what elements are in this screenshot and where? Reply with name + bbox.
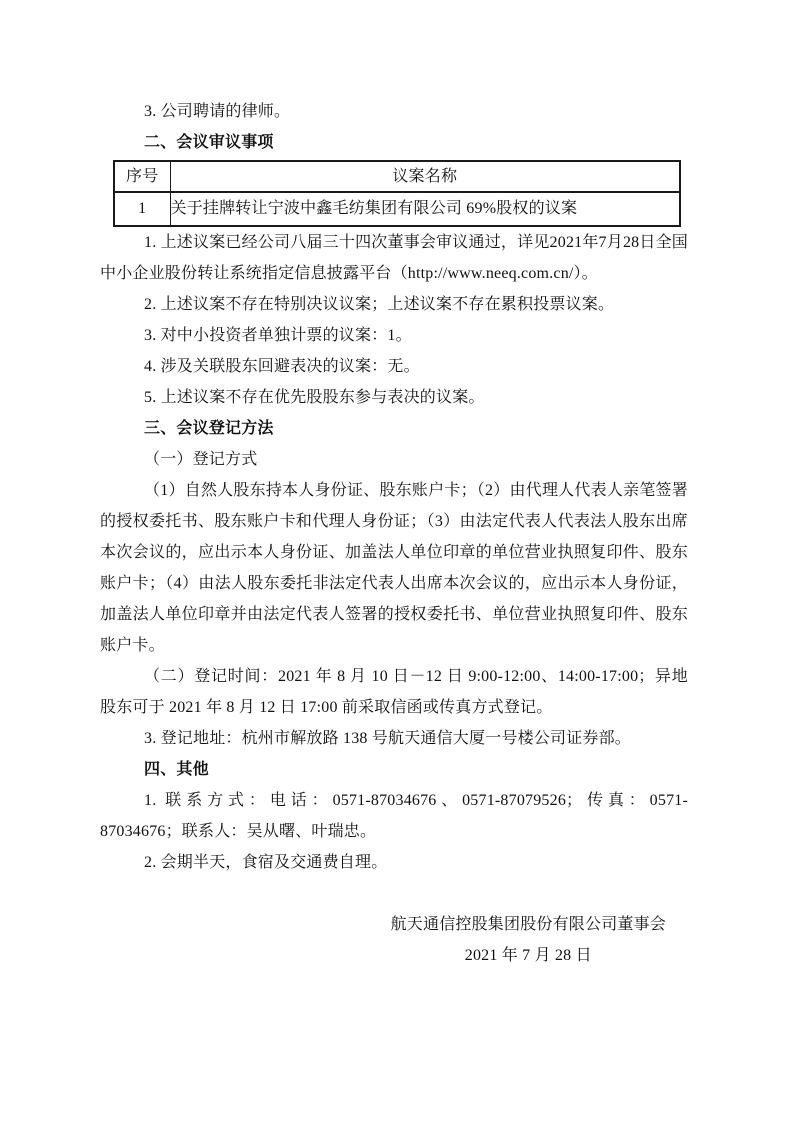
- review-note-4: 4. 涉及关联股东回避表决的议案：无。: [144, 358, 420, 375]
- contact-info: 1. 联系方式：电话：0571-87034676、0571-87079526；传真：0571-87034676；联系人：吴从曙、叶瑞忠。: [100, 792, 688, 840]
- registration-method-title: （一）登记方式: [144, 451, 258, 468]
- proposal-table-header-index: 序号: [114, 161, 170, 192]
- section-heading-other: 四、其他: [144, 761, 209, 778]
- meeting-duration-note: 2. 会期半天，食宿及交通费自理。: [144, 854, 388, 871]
- review-note-5: 5. 上述议案不存在优先股股东参与表决的议案。: [144, 389, 485, 406]
- section-heading-registration: 三、会议登记方法: [144, 420, 274, 437]
- proposal-row-index: 1: [114, 192, 170, 226]
- registration-method-detail: （1）自然人股东持本人身份证、股东账户卡；（2）由代理人代表人亲笔签署的授权委托书、股东账户卡和代理人身份证；（3）由法定代表人代表法人股东出席本次会议的，应出示本人身份证、加盖法人单位印章的单位营业执照复印件、股东账户卡；（4）由法人股东委托非法定代表人出席本次会议的，应出示本人身份证，加盖法人单位印章并由法定代表人签署的授权委托书、单位营业执照复印件、股东账户卡。: [100, 482, 688, 654]
- section-heading-review-items: 二、会议审议事项: [144, 134, 274, 151]
- review-note-3: 3. 对中小投资者单独计票的议案：1。: [144, 327, 412, 344]
- proposal-row-name: 关于挂牌转让宁波中鑫毛纺集团有限公司 69%股权的议案: [170, 192, 680, 226]
- table-row: [114, 192, 680, 226]
- signature-block: [100, 909, 688, 971]
- registration-address: 3. 登记地址：杭州市解放路 138 号航天通信大厦一号楼公司证券部。: [144, 730, 632, 747]
- signature-date: 2021 年 7 月 28 日: [464, 947, 592, 964]
- proposal-table-header-name: 议案名称: [170, 161, 680, 192]
- proposal-table: [113, 160, 681, 227]
- registration-time: （二）登记时间：2021 年 8 月 10 日－12 日 9:00-12:00、14:00-17:00；异地股东可于 2021 年 8 月 12 日 17:00 前采取信函或传真方式登记。: [100, 668, 688, 716]
- signature-company: 航天通信控股集团股份有限公司董事会: [390, 916, 666, 933]
- review-note-1: 1. 上述议案已经公司八届三十四次董事会审议通过，详见2021年7月28日全国中小企业股份转让系统指定信息披露平台（http://www.neeq.com.cn/）。: [100, 234, 688, 282]
- review-note-2: 2. 上述议案不存在特别决议议案；上述议案不存在累积投票议案。: [144, 296, 615, 313]
- document-content: [100, 96, 688, 971]
- proposal-table-header-row: [114, 161, 680, 192]
- paragraph-lawyer-item: 3. 公司聘请的律师。: [144, 103, 291, 120]
